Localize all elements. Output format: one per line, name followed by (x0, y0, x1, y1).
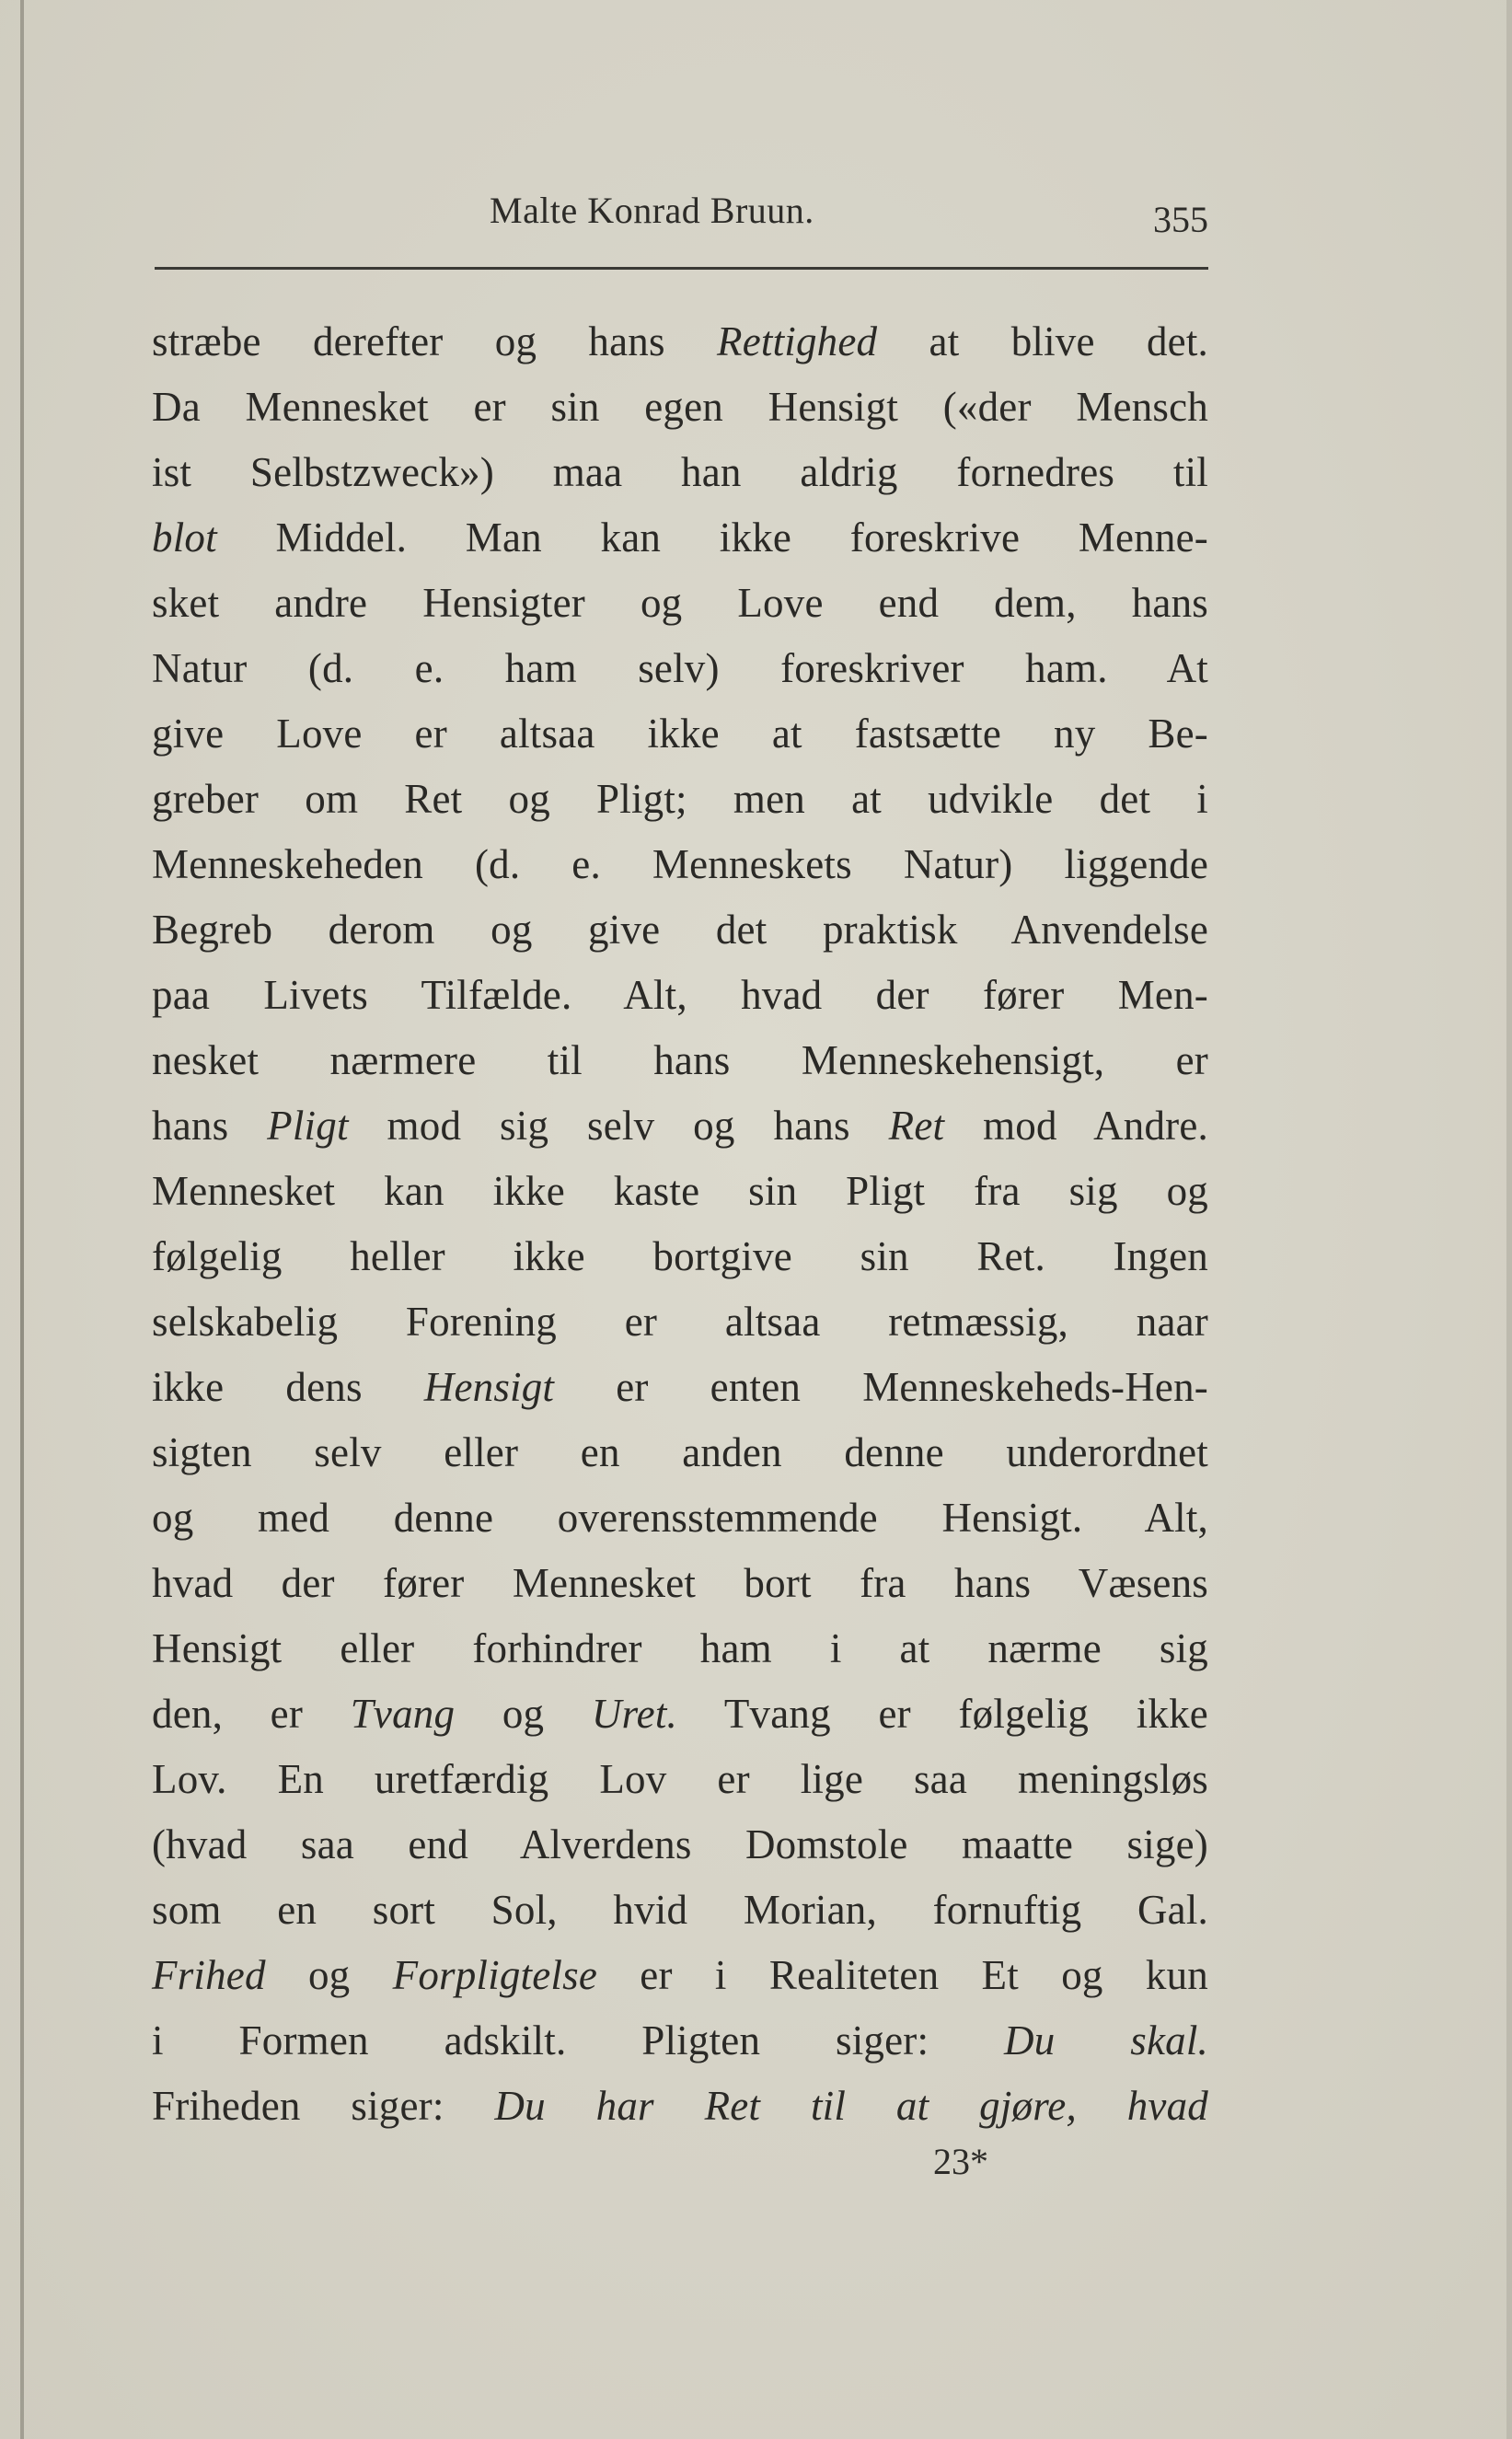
italic-text: Uret. (591, 1691, 677, 1737)
text-line (152, 636, 1208, 701)
text-line (152, 1028, 1208, 1093)
text-line (152, 2074, 1208, 2139)
text-line (152, 1159, 1208, 1224)
text-span: Friheden siger: (152, 2083, 495, 2129)
text-line (152, 1878, 1208, 1943)
text-line (152, 1747, 1208, 1812)
italic-text: Ret (888, 1103, 945, 1149)
text-line (152, 1355, 1208, 1420)
text-span: stræbe derefter og hans (152, 318, 717, 364)
text-line (152, 1224, 1208, 1289)
text-span: (hvad saa end Alverdens Domstole maatte sige) (152, 1821, 1208, 1867)
text-span: mod sig selv og hans (348, 1103, 889, 1149)
text-span: sigten selv eller en anden denne underordnet (152, 1429, 1208, 1475)
text-line (152, 832, 1208, 897)
text-span: mod Andre. (944, 1103, 1208, 1149)
text-span: hvad der fører Mennesket bort fra hans Væsens (152, 1560, 1208, 1606)
text-line (152, 963, 1208, 1028)
italic-text: Frihed (152, 1952, 266, 1998)
page-number: 355 (1153, 199, 1208, 240)
italic-text: Du skal. (1004, 2017, 1208, 2063)
text-line (152, 1551, 1208, 1616)
text-span: Menneskeheden (d. e. Menneskets Natur) liggende (152, 841, 1208, 887)
italic-text: Du har Ret til at gjøre, hvad (494, 2083, 1209, 2129)
italic-text: Tvang (350, 1691, 456, 1737)
text-line (152, 440, 1208, 505)
text-span: Mennesket kan ikke kaste sin Pligt fra sig og (152, 1168, 1208, 1214)
text-span: er i Realiteten Et og kun (597, 1952, 1208, 1998)
text-span: er enten Menneskeheds-Hen- (554, 1364, 1208, 1410)
italic-text: Hensigt (423, 1364, 555, 1410)
text-span: og (455, 1691, 592, 1737)
text-line (152, 571, 1208, 636)
page-edge (1506, 0, 1512, 2439)
text-span: Lov. En uretfærdig Lov er lige saa meningsløs (152, 1756, 1208, 1802)
text-span: den, er (152, 1691, 351, 1737)
text-span: give Love er altsaa ikke at fastsætte ny Be- (152, 711, 1208, 757)
italic-text: Rettighed (717, 318, 878, 364)
text-line (152, 1616, 1208, 1682)
text-span: og med denne overensstemmende Hensigt. Alt, (152, 1495, 1208, 1541)
italic-text: Pligt (267, 1103, 349, 1149)
text-line (152, 701, 1208, 767)
text-line (152, 1812, 1208, 1878)
text-span: nesket nærmere til hans Menneskehensigt, er (152, 1037, 1208, 1083)
body-text (152, 309, 1208, 2139)
text-line (152, 309, 1208, 375)
text-line (152, 1093, 1208, 1159)
text-span: Begreb derom og give det praktisk Anvendelse (152, 907, 1208, 953)
text-span: sket andre Hensigter og Love end dem, hans (152, 580, 1208, 626)
text-line (152, 1485, 1208, 1551)
text-span: Tvang er følgelig ikke (677, 1691, 1208, 1737)
italic-text: Forpligtelse (392, 1952, 597, 1998)
binding-edge (20, 0, 24, 2439)
text-line (152, 1289, 1208, 1355)
text-span: ikke dens (152, 1364, 424, 1410)
text-span: og (265, 1952, 393, 1998)
signature-mark: 23* (933, 2141, 988, 2182)
text-line (152, 505, 1208, 571)
text-span: Da Mennesket er sin egen Hensigt («der Mensch (152, 384, 1208, 430)
text-span: følgelig heller ikke bortgive sin Ret. Ingen (152, 1233, 1208, 1279)
running-head: Malte Konrad Bruun. (490, 190, 814, 231)
text-line (152, 767, 1208, 832)
text-line (152, 897, 1208, 963)
text-span: hans (152, 1103, 268, 1149)
text-span: selskabelig Forening er altsaa retmæssig, naar (152, 1299, 1208, 1345)
text-span: ist Selbstzweck») maa han aldrig fornedres til (152, 449, 1208, 495)
text-span: Natur (d. e. ham selv) foreskriver ham. At (152, 645, 1208, 691)
header-rule (155, 267, 1208, 270)
text-span: paa Livets Tilfælde. Alt, hvad der fører Men- (152, 972, 1208, 1018)
page-header (155, 189, 1208, 253)
text-span: Hensigt eller forhindrer ham i at nærme sig (152, 1625, 1208, 1671)
text-line (152, 1420, 1208, 1485)
italic-text: blot (152, 514, 217, 561)
text-line (152, 1682, 1208, 1747)
text-span: i Formen adskilt. Pligten siger: (152, 2017, 1005, 2063)
text-span: som en sort Sol, hvid Morian, fornuftig Gal. (152, 1887, 1208, 1933)
text-span: Middel. Man kan ikke foreskrive Menne- (216, 514, 1208, 561)
text-line (152, 1943, 1208, 2008)
text-span: greber om Ret og Pligt; men at udvikle det i (152, 776, 1208, 822)
text-line (152, 375, 1208, 440)
text-line (152, 2008, 1208, 2074)
text-span: at blive det. (877, 318, 1208, 364)
